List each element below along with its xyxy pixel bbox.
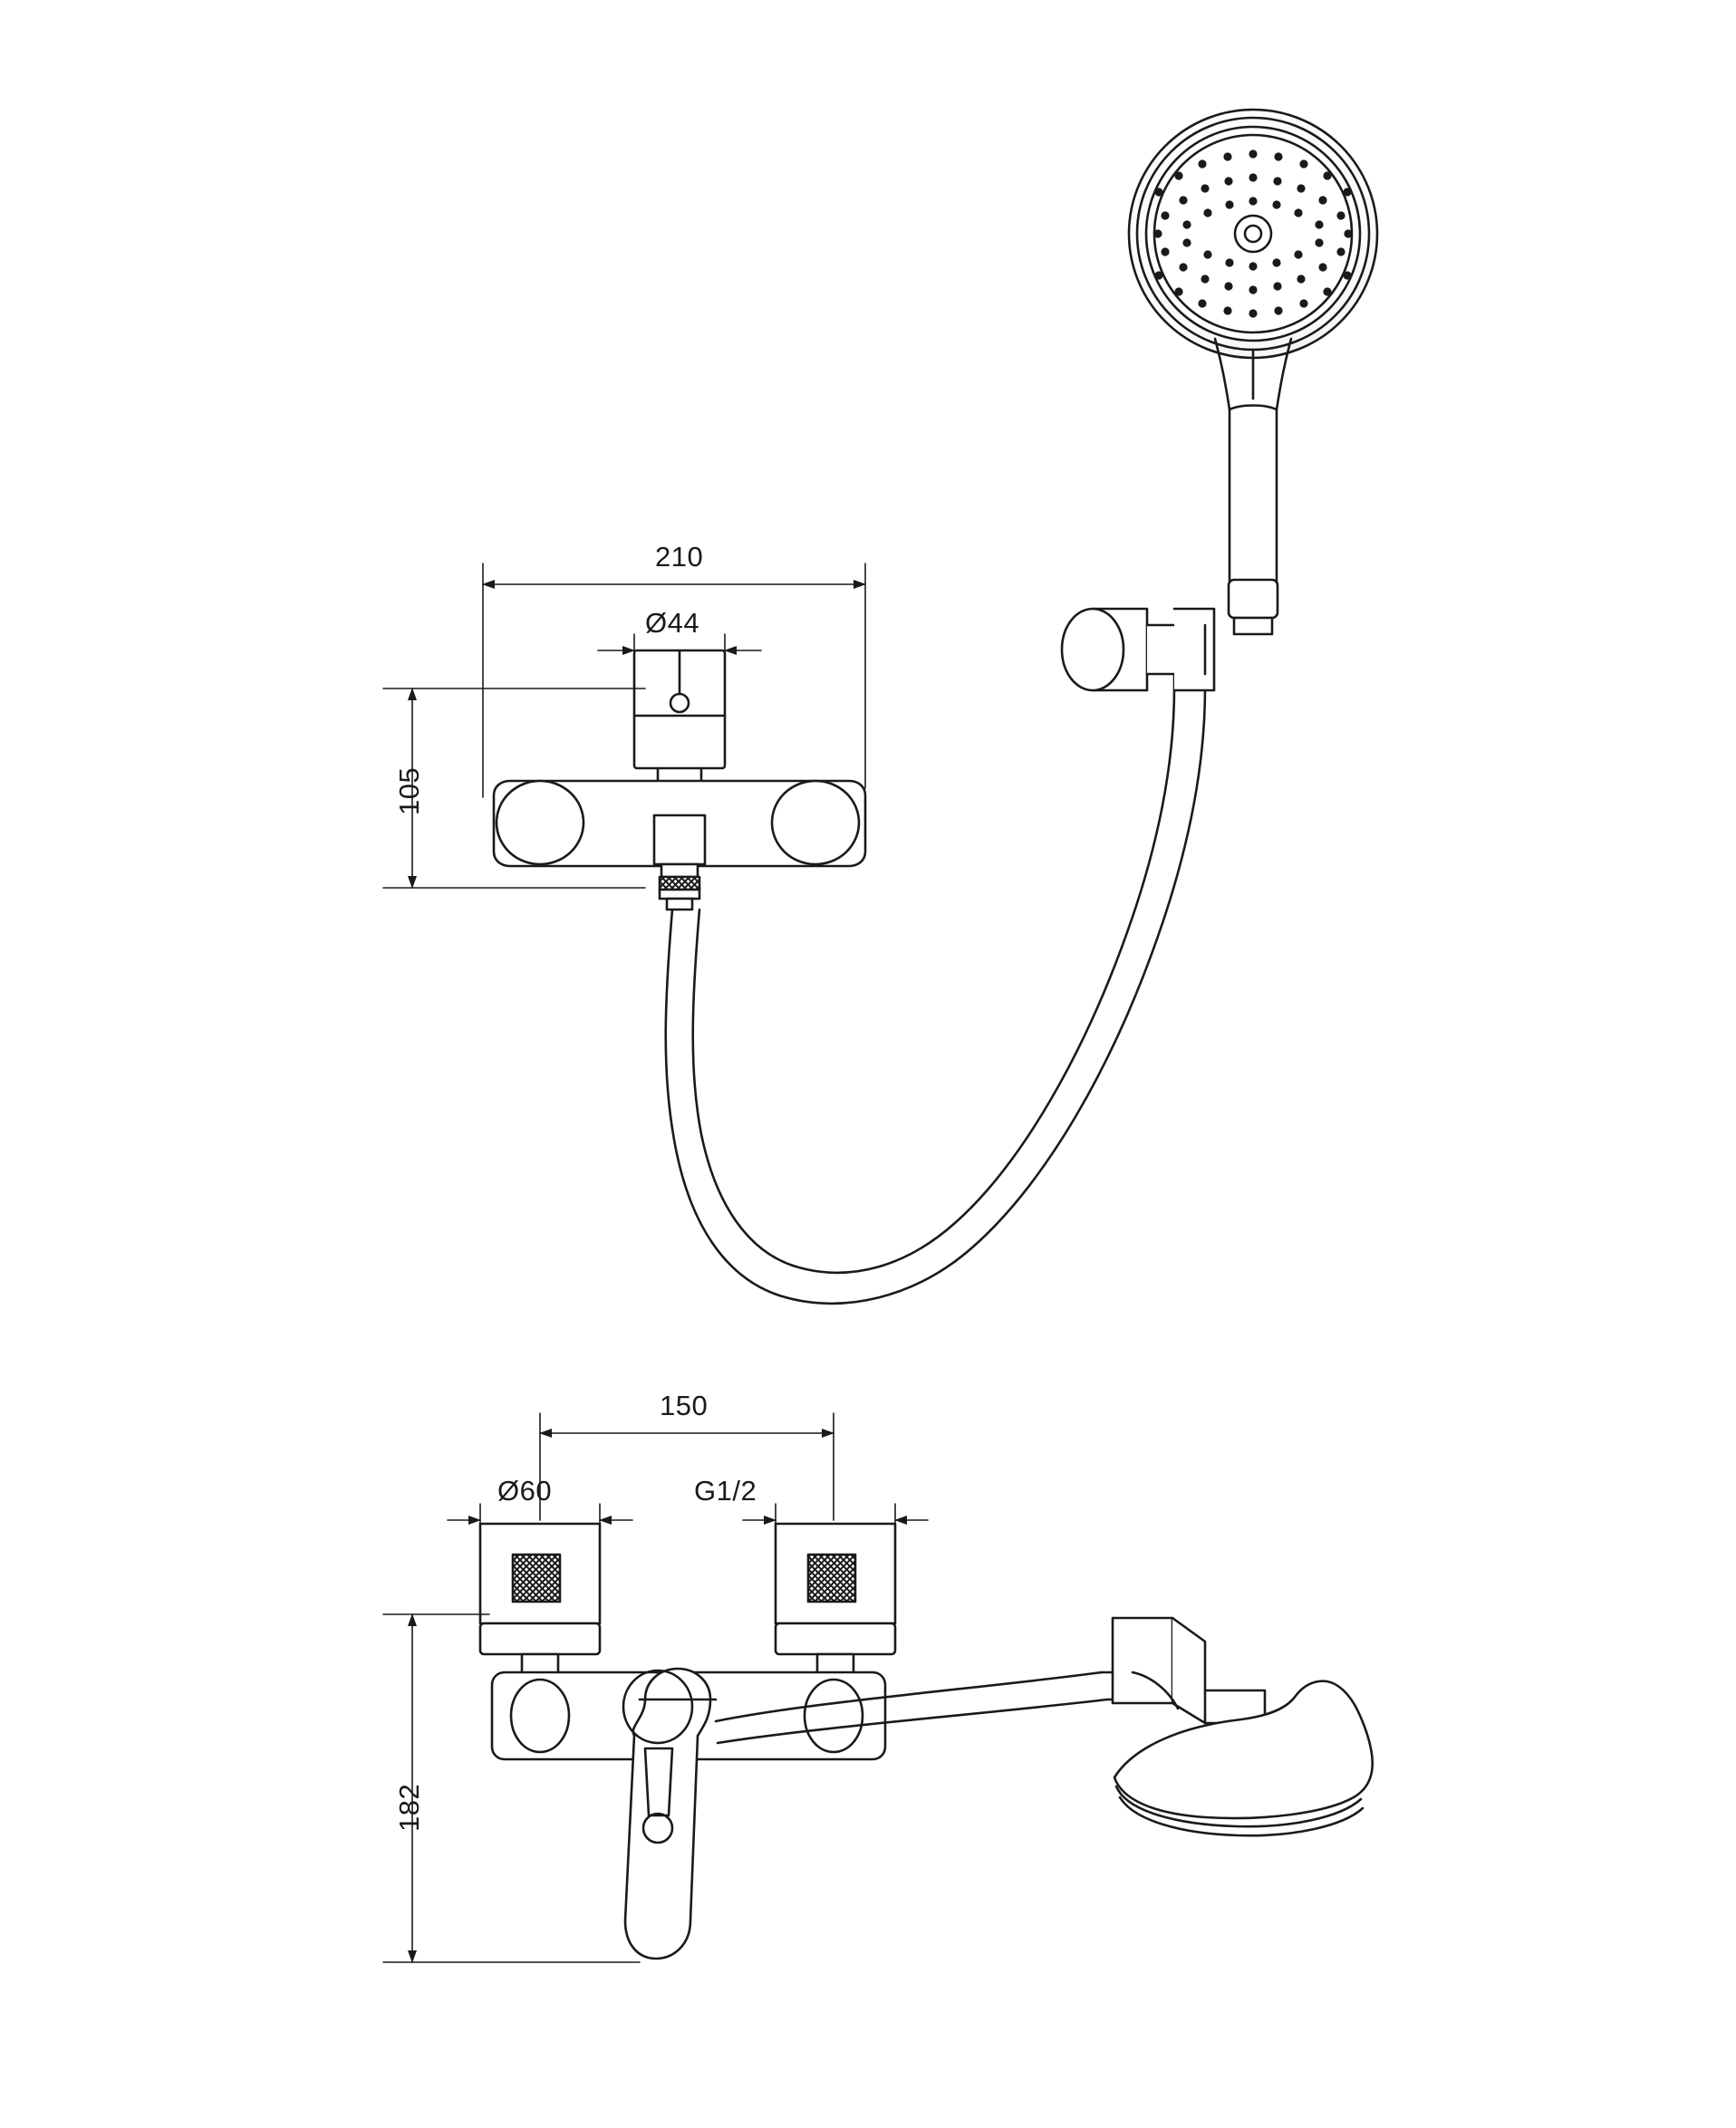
dim-label-body-height: 105 — [393, 766, 425, 815]
dim-150 — [540, 1413, 834, 1520]
shower-hose-front — [666, 636, 1205, 1304]
hand-shower-head-front — [1129, 110, 1377, 634]
dim-label-inlet-centres: 150 — [660, 1390, 709, 1421]
dim-label-projection-depth: 182 — [393, 1783, 425, 1832]
dim-label-inlet-thread: G1/2 — [694, 1475, 757, 1507]
mixer-body-plan — [480, 1524, 895, 1959]
shower-holder-front — [1062, 609, 1214, 690]
dim-label-spout-diameter: Ø44 — [645, 607, 700, 639]
shower-holder-plan — [1113, 1618, 1265, 1723]
dim-label-escutcheon-diameter: Ø60 — [497, 1475, 553, 1507]
dim-label-overall-width: 210 — [655, 541, 704, 573]
mixer-body-front — [494, 650, 865, 910]
